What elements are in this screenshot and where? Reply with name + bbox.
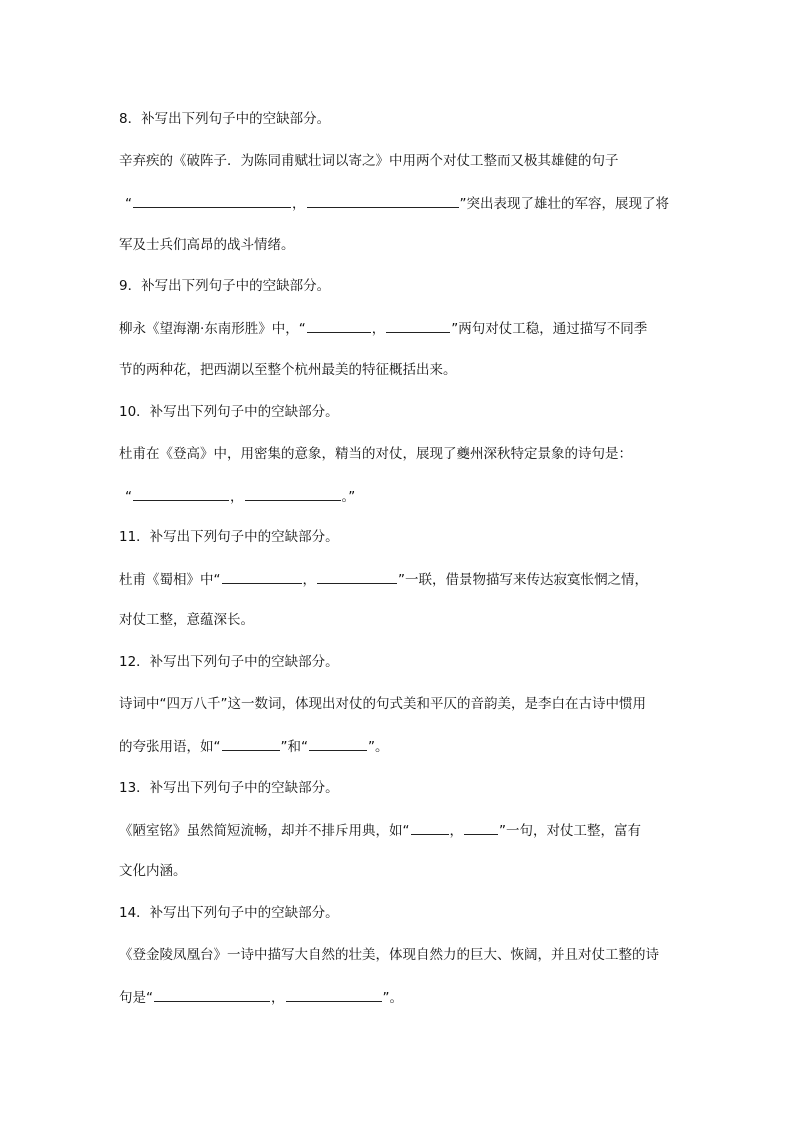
question-8-text-line-3: 军及士兵们高昂的战斗情绪。	[119, 237, 295, 253]
blank-answer-line	[386, 319, 450, 333]
blank-answer-line	[317, 570, 397, 584]
text-segment: ，	[302, 572, 316, 588]
blank-answer-line	[133, 194, 291, 208]
question-10-text-line-2	[125, 487, 685, 506]
question-8-text-line-2	[125, 194, 685, 213]
text-segment: ，	[371, 321, 386, 337]
question-9-heading: 9．补写出下列句子中的空缺部分。	[119, 278, 331, 294]
question-10-text-line-1: 杜甫在《登高》中，用密集的意象，精当的对仗，展现了夔州深秋特定景象的诗句是：	[119, 446, 632, 462]
blank-answer-line	[245, 487, 341, 501]
blank-answer-line	[464, 821, 498, 835]
blank-answer-line	[154, 988, 270, 1002]
text-segment: ”一句，对仗工整，富有	[499, 823, 641, 839]
question-13-heading: 13．补写出下列句子中的空缺部分。	[119, 780, 339, 796]
text-segment: ”突出表现了雄壮的军容，展现了将	[459, 196, 669, 212]
question-9-text-line-2: 节的两种花，把西湖以至整个杭州最美的特征概括出来。	[119, 362, 457, 378]
blank-answer-line	[309, 737, 367, 751]
text-segment: 《陋室铭》虽然简短流畅，却并不排斥用典，如“	[119, 823, 410, 839]
question-11-heading: 11．补写出下列句子中的空缺部分。	[119, 529, 339, 545]
text-segment: “	[125, 196, 132, 212]
text-segment: 。”	[341, 489, 356, 505]
text-segment: ，	[271, 990, 285, 1006]
text-segment: ”。	[382, 990, 403, 1006]
question-14-text-line-1: 《登金陵凤凰台》一诗中描写大自然的壮美，体现自然力的巨大、恢阔，并且对仗工整的诗	[119, 947, 659, 963]
text-segment: ”。	[368, 739, 389, 755]
text-segment: ，	[449, 823, 463, 839]
text-segment: 的夸张用语，如“	[119, 739, 221, 755]
text-segment: ，	[230, 489, 244, 505]
text-segment: 柳永《望海潮·东南形胜》中，“	[119, 321, 306, 337]
question-12-heading: 12．补写出下列句子中的空缺部分。	[119, 654, 339, 670]
question-11-text-line-2: 对仗工整，意蕴深长。	[119, 612, 254, 628]
blank-answer-line	[411, 821, 449, 835]
question-13-text-line-2: 文化内涵。	[119, 863, 187, 879]
text-segment: ”一联，借景物描写来传达寂寞怅惘之情，	[398, 572, 648, 588]
blank-answer-line	[307, 319, 371, 333]
text-segment: ，	[292, 196, 306, 212]
question-12-text-line-1: 诗词中“四万八千”这一数词，体现出对仗的句式美和平仄的音韵美，是李白在古诗中惯用	[119, 696, 646, 712]
blank-answer-line	[222, 570, 302, 584]
blank-answer-line	[133, 487, 229, 501]
question-8-text-line-1: 辛弃疾的《破阵子．为陈同甫赋壮词以寄之》中用两个对仗工整而又极其雄健的句子	[119, 153, 619, 169]
question-12-text-line-2	[119, 737, 679, 756]
blank-answer-line	[222, 737, 280, 751]
text-segment: 杜甫《蜀相》中“	[119, 572, 221, 588]
question-14-heading: 14．补写出下列句子中的空缺部分。	[119, 905, 339, 921]
text-segment: ”和“	[280, 739, 308, 755]
blank-answer-line	[286, 988, 382, 1002]
text-segment: “	[125, 489, 132, 505]
question-8-heading: 8．补写出下列句子中的空缺部分。	[119, 111, 331, 127]
text-segment: 句是“	[119, 990, 153, 1006]
question-13-text-line-1	[119, 821, 679, 840]
question-14-text-line-2	[119, 988, 679, 1007]
question-10-heading: 10．补写出下列句子中的空缺部分。	[119, 404, 339, 420]
blank-answer-line	[307, 194, 459, 208]
question-9-text-line-1	[119, 319, 679, 338]
text-segment: ”两句对仗工稳，通过描写不同季	[451, 321, 648, 337]
question-11-text-line-1	[119, 570, 679, 589]
